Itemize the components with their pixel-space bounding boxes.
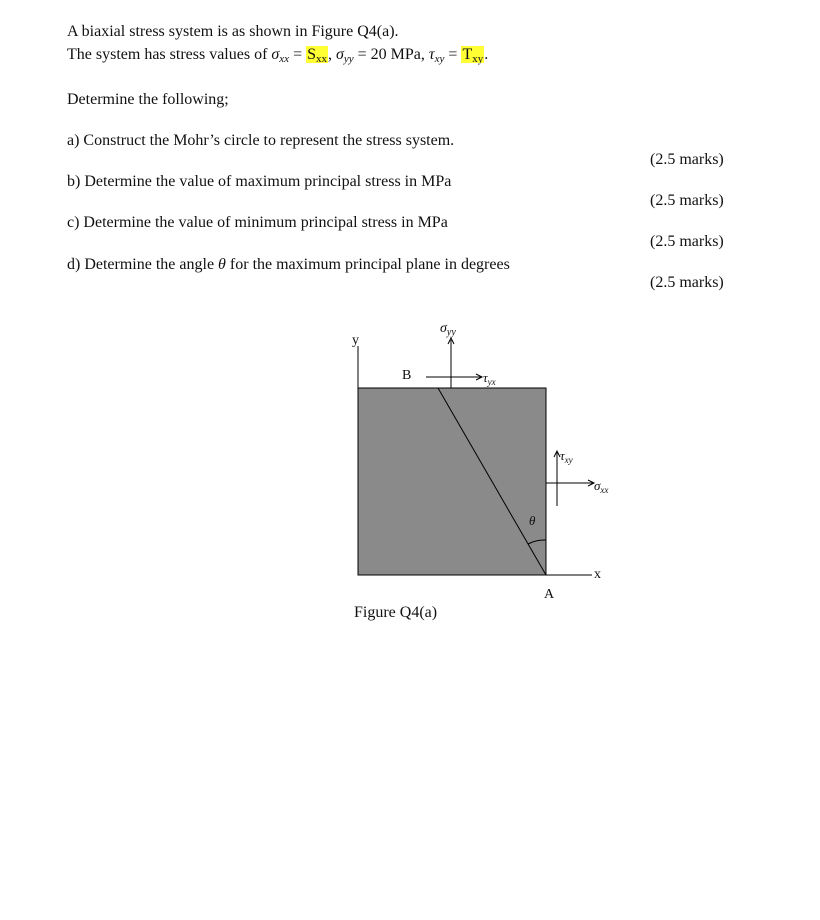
stress-block bbox=[358, 388, 546, 575]
label-y: y bbox=[352, 333, 359, 348]
txy-highlight: $T_{xy}$ bbox=[462, 46, 484, 65]
period: . bbox=[484, 46, 489, 63]
label-x: x bbox=[594, 567, 601, 582]
label-theta: θ bbox=[529, 513, 536, 528]
comma-1: , bbox=[328, 46, 336, 63]
figure-caption: Figure Q4(a) bbox=[354, 604, 438, 621]
question-d-suffix: for the maximum principal plane in degrees bbox=[225, 256, 510, 273]
intro-line-2 bbox=[67, 45, 488, 69]
intro-line-1: A biaxial stress system is as shown in Figure Q4(a). bbox=[67, 23, 399, 40]
equals-2: = bbox=[444, 46, 462, 63]
intro-line-2-prefix: The system has stress values of bbox=[67, 46, 272, 63]
sigma-yy-symbol: $\sigma_{yy}$ bbox=[336, 46, 354, 65]
marks-c: (2.5 marks) bbox=[650, 233, 724, 250]
label-sigma-yy: $\sigma_{yy}$ bbox=[440, 321, 456, 338]
sigma-xx-symbol: $\sigma_{xx}$ bbox=[271, 46, 290, 65]
label-tau-xy: $\tau_{xy}$ bbox=[560, 448, 573, 465]
question-a: a) Construct the Mohr’s circle to represent the stress system. bbox=[67, 132, 455, 149]
equals-1: = bbox=[289, 46, 307, 63]
marks-d: (2.5 marks) bbox=[650, 274, 724, 291]
sxx-highlight: $S_{xx}$ bbox=[307, 46, 327, 65]
question-d-prefix: d) Determine the angle bbox=[67, 256, 219, 273]
question-c: c) Determine the value of minimum principal stress in MPa bbox=[67, 214, 448, 231]
syy-value: = 20 MPa, bbox=[353, 46, 429, 63]
marks-a: (2.5 marks) bbox=[650, 151, 724, 168]
instruction: Determine the following; bbox=[67, 91, 229, 108]
marks-b: (2.5 marks) bbox=[650, 192, 724, 209]
stress-element-figure bbox=[330, 310, 650, 600]
label-tau-yx: $\tau_{yx}$ bbox=[483, 370, 496, 387]
question-d bbox=[67, 255, 510, 275]
theta-symbol: θ bbox=[218, 256, 226, 273]
tau-xy-symbol: $\tau_{xy}$ bbox=[428, 46, 445, 65]
question-b: b) Determine the value of maximum principal stress in MPa bbox=[67, 173, 452, 190]
label-B: B bbox=[402, 368, 412, 383]
label-A: A bbox=[544, 587, 555, 600]
label-sigma-xx: $\sigma_{xx}$ bbox=[594, 478, 609, 495]
